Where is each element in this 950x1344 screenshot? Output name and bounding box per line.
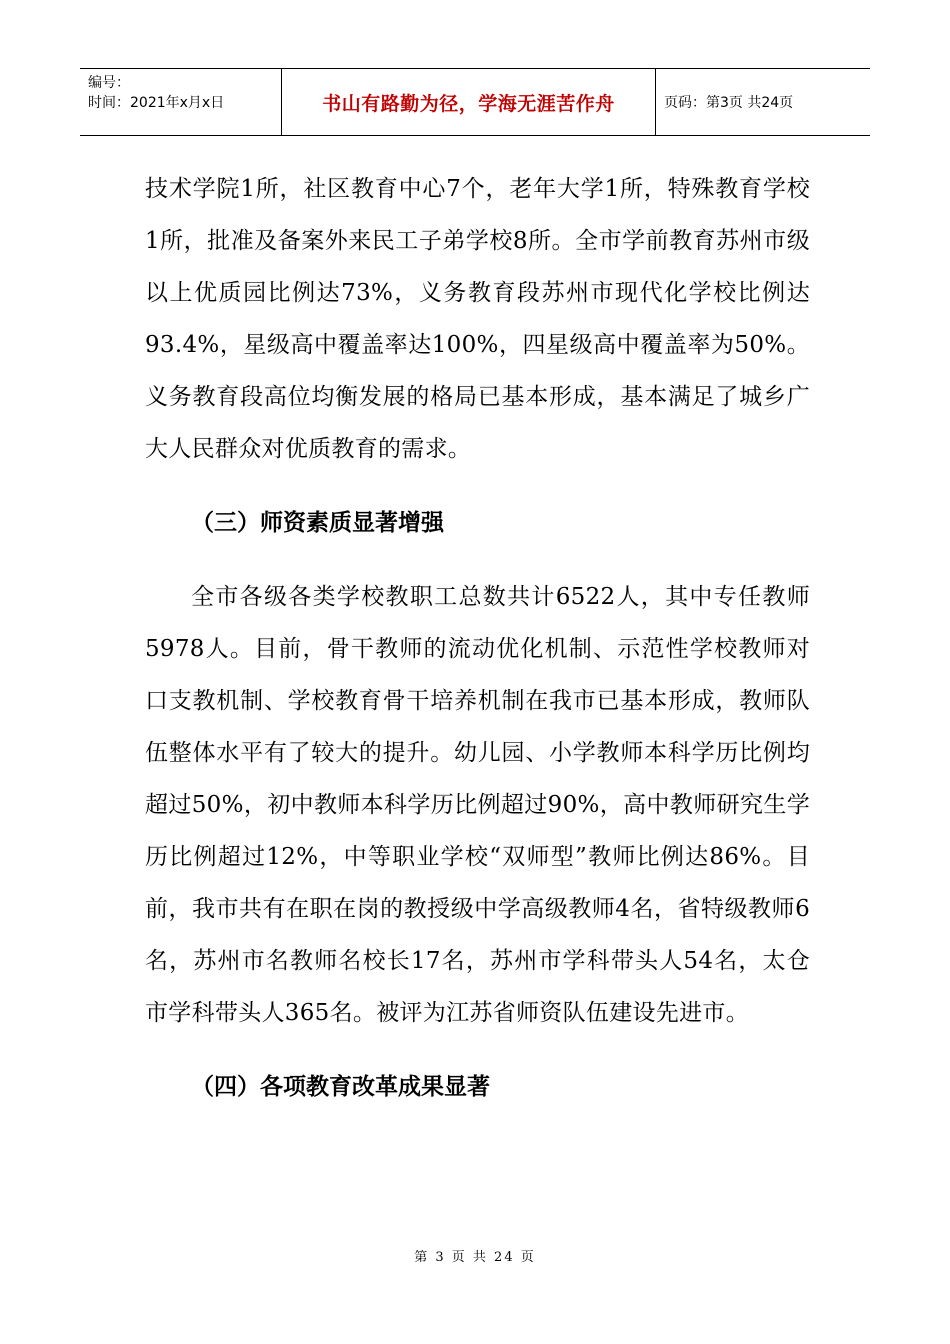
spacer: [145, 549, 810, 571]
serial-label: 编号：: [88, 75, 130, 91]
header-motto: 书山有路勤为径，学海无涯苦作舟: [282, 69, 656, 135]
body-paragraph-1: 技术学院1所，社区教育中心7个，老年大学1所，特殊教育学校1所，批准及备案外来民工子弟学校8所。全市学前教育苏州市级以上优质园比例达73%，义务教育段苏州市现代化学校比例达93.4%，星级高中覆盖率达100%，四星级高中覆盖率为50%。义务教育段高位均衡发展的格局已基本形成，基本满足了城乡广大人民群众对优质教育的需求。: [145, 176, 810, 462]
document-body: [145, 163, 810, 1113]
date-label: 时间：2021年x月x日: [88, 95, 225, 111]
spacer: [145, 1039, 810, 1061]
body-paragraph-2: 全市各级各类学校教职工总数共计6522人，其中专任教师5978人。目前，骨干教师的流动优化机制、示范性学校教师对口支教机制、学校教育骨干培养机制在我市已基本形成，教师队伍整体水平有了较大的提升。幼儿园、小学教师本科学历比例均超过50%，初中教师本科学历比例超过90%，高中教师研究生学历比例超过12%，中等职业学校“双师型”教师比例达86%。目前，我市共有在职在岗的教授级中学高级教师4名，省特级教师6名，苏州市名教师名校长17名，苏州市学科带头人54名，太仓市学科带头人365名。被评为江苏省师资队伍建设先进市。: [145, 584, 810, 1026]
section-heading-4: （四）各项教育改革成果显著: [191, 1074, 490, 1100]
section-heading-3: （三）师资素质显著增强: [191, 510, 444, 536]
page-header: [80, 68, 870, 136]
spacer: [145, 475, 810, 497]
header-page-info: 页码：第3页 共24页: [664, 95, 794, 111]
page-footer: 第 3 页 共 24 页: [414, 1250, 536, 1265]
header-meta: [80, 69, 282, 135]
